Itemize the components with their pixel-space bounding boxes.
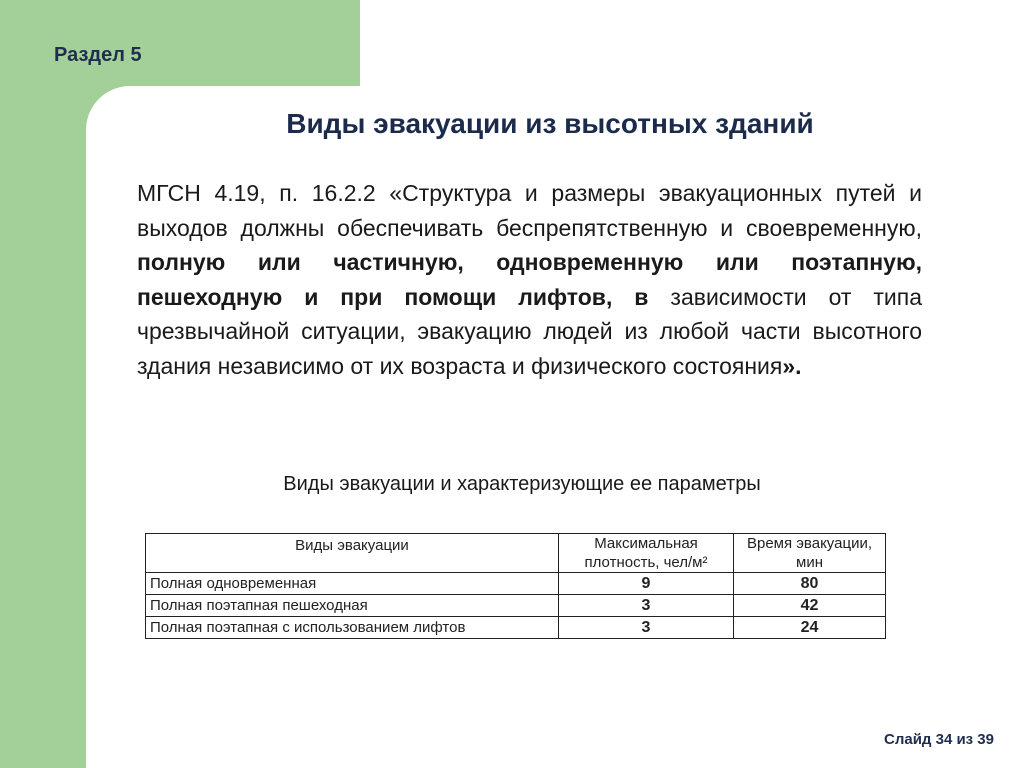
paragraph-end: ». [782, 352, 802, 379]
row-time: 24 [734, 617, 886, 639]
row-name: Полная поэтапная пешеходная [146, 595, 559, 617]
table-caption: Виды эвакуации и характеризующие ее параметры [283, 473, 761, 495]
slide-counter: Слайд 34 из 39 [884, 731, 994, 748]
table-header-row [146, 534, 886, 573]
row-name: Полная поэтапная с использованием лифтов [146, 617, 559, 639]
header-evacuation-types: Виды эвакуации [146, 534, 559, 573]
row-time: 80 [734, 573, 886, 595]
table-row [146, 617, 886, 639]
paragraph-bold-text: полную или частичную, одновременную или поэтапную, пешеходную и при помощи лифтов, в [137, 249, 922, 310]
table-row [146, 595, 886, 617]
paragraph-text-1: МГСН 4.19, п. 16.2.2 «Структура и размеры эвакуационных путей и выходов должны обеспечивать беспрепятственную и своевременную, [137, 180, 922, 241]
paragraph-text-2: зависимости от типа чрезвычайной ситуации, эвакуацию людей из любой части высотного здания независимо от их возраста и физического состояния [137, 283, 922, 379]
body-paragraph [137, 176, 922, 383]
row-name: Полная одновременная [146, 573, 559, 595]
header-background [360, 0, 1024, 86]
header-evacuation-time: Время эвакуации, мин [734, 534, 886, 573]
row-time: 42 [734, 595, 886, 617]
evacuation-table [145, 533, 886, 639]
slide-title: Виды эвакуации из высотных зданий [286, 108, 814, 139]
row-density: 3 [559, 617, 734, 639]
section-label: Раздел 5 [54, 44, 142, 66]
table-row [146, 573, 886, 595]
header-max-density: Максимальная плотность, чел/м² [559, 534, 734, 573]
row-density: 3 [559, 595, 734, 617]
corner-decoration [0, 0, 360, 86]
row-density: 9 [559, 573, 734, 595]
